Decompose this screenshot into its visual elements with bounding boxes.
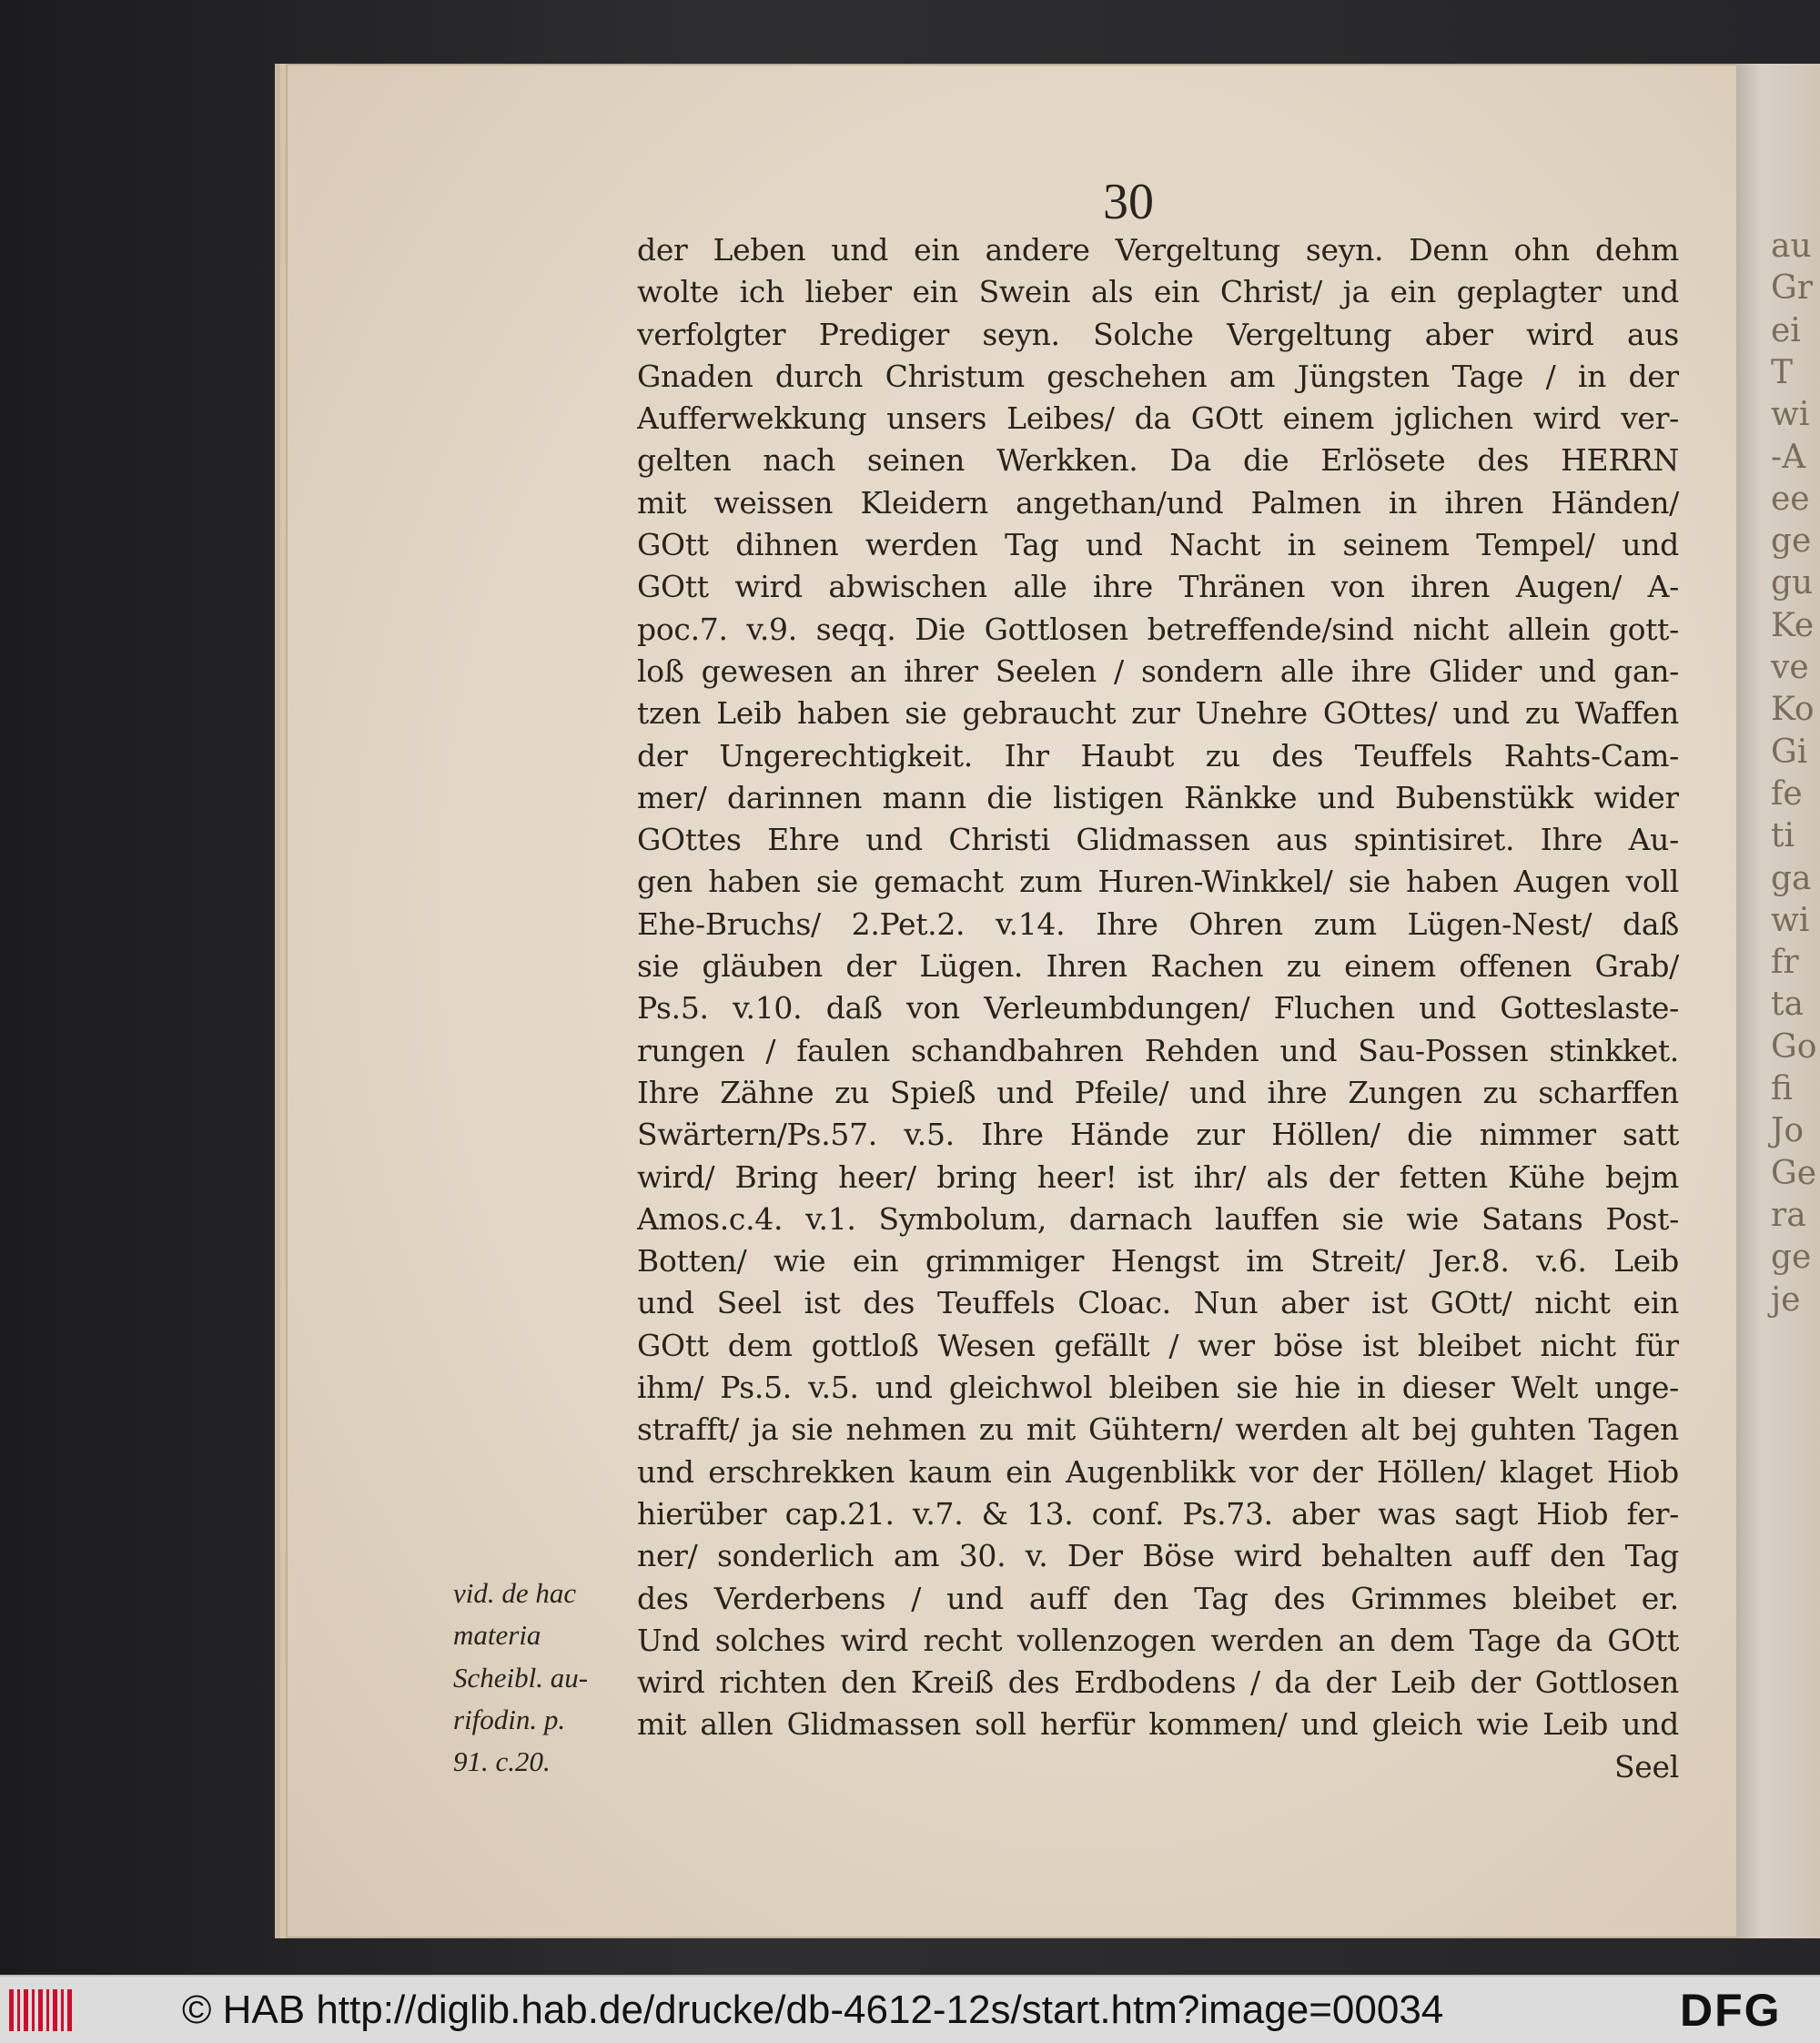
text-line: rungen / faulen schandbahren Rehden und Sau-Possen stinkket. <box>637 1032 1679 1068</box>
adjacent-page-text-fragment: je <box>1771 1280 1801 1319</box>
adjacent-page-text-fragment: ge <box>1771 522 1812 561</box>
adjacent-page-text-fragment: ta <box>1771 986 1804 1024</box>
text-line: und erschrekken kaum ein Augenblikk vor der Höllen/ klaget Hiob <box>637 1453 1679 1490</box>
adjacent-page-text-fragment: ga <box>1771 859 1812 897</box>
adjacent-page-text-fragment: Jo <box>1771 1112 1805 1150</box>
text-line: sie gläuben der Lügen. Ihren Rachen zu einem offenen Grab/ <box>637 948 1679 985</box>
adjacent-page-text-fragment: fe <box>1771 774 1803 813</box>
adjacent-page-text-fragment: gu <box>1771 564 1814 602</box>
text-line: ihm/ Ps.5. v.5. und gleichwol bleiben sie hie in dieser Welt unge- <box>637 1370 1679 1406</box>
text-line: Seel <box>1613 1748 1679 1785</box>
text-line: Swärtern/Ps.57. v.5. Ihre Hände zur Höllen/ die nimmer satt <box>637 1117 1679 1153</box>
text-line: gen haben sie gemacht zum Huren-Winkkel/ sie haben Augen voll <box>637 864 1679 900</box>
text-line: des Verderbens / und auff den Tag des Grimmes bleibet er. <box>637 1580 1679 1616</box>
adjacent-page-text-fragment: Ko <box>1771 691 1815 729</box>
text-line: mer/ darinnen mann die listigen Ränkke und Bubenstükk wider <box>637 779 1679 815</box>
adjacent-page-text-fragment: Gi <box>1771 733 1808 771</box>
adjacent-page-text-fragment: ei <box>1771 311 1801 349</box>
text-line: Gnaden durch Christum geschehen am Jüngsten Tage / in der <box>637 358 1679 394</box>
adjacent-page-text-fragment: T <box>1771 353 1794 391</box>
text-line: loß gewesen an ihrer Seelen / sondern alle ihre Glider und gan- <box>637 652 1679 689</box>
text-line: wolte ich lieber ein Swein als ein Christ/ ja ein geplagter und <box>637 274 1679 310</box>
text-line: gelten nach seinen Werkken. Da die Erlösete des HERRN <box>637 442 1679 479</box>
marginal-note-line: Scheibl. au- <box>453 1661 589 1694</box>
adjacent-page-text-fragment: ra <box>1771 1196 1806 1234</box>
marginal-note-line: vid. de hac <box>453 1577 577 1609</box>
adjacent-page-text-fragment: Ge <box>1771 1154 1817 1192</box>
adjacent-page-text-fragment: Ke <box>1771 606 1815 644</box>
text-line: tzen Leib haben sie gebraucht zur Unehre GOttes/ und zu Waffen <box>637 695 1679 732</box>
text-line: GOtt wird abwischen alle ihre Thränen von ihren Augen/ A- <box>637 569 1679 605</box>
adjacent-page-text-fragment: Gr <box>1771 269 1813 308</box>
text-line: der Ungerechtigkeit. Ihr Haubt zu des Teuffels Rahts-Cam- <box>637 737 1679 774</box>
adjacent-page-text-fragment: ge <box>1771 1239 1812 1277</box>
text-line: hierüber cap.21. v.7. & 13. conf. Ps.73. aber was sagt Hiob fer- <box>637 1495 1679 1532</box>
text-line: wird richten den Kreiß des Erdbodens / da der Leib der Gottlosen <box>637 1664 1679 1701</box>
text-line: Botten/ wie ein grimmiger Hengst im Streit/ Jer.8. v.6. Leib <box>637 1243 1679 1279</box>
text-line: Aufferwekkung unsers Leibes/ da GOtt einem jglichen wird ver- <box>637 400 1679 437</box>
text-line: Und solches wird recht vollenzogen werden an dem Tage da GOtt <box>637 1622 1679 1658</box>
adjacent-page-text-fragment: fr <box>1771 944 1799 982</box>
adjacent-page-text-fragment: fi <box>1771 1070 1794 1107</box>
text-line: der Leben und ein andere Vergeltung seyn. Denn ohn dehm <box>637 232 1679 268</box>
text-line: Ps.5. v.10. daß von Verleumbdungen/ Fluchen und Gotteslaste- <box>637 990 1679 1027</box>
adjacent-page-text-fragment: wi <box>1771 901 1810 939</box>
adjacent-page-text-fragment: -A <box>1771 438 1806 476</box>
text-line: GOtt dem gottloß Wesen gefällt / wer böse ist bleibet nicht für <box>637 1327 1679 1363</box>
text-line: GOtt dihnen werden Tag und Nacht in seinem Tempel/ und <box>637 527 1679 563</box>
text-line: mit weissen Kleidern angethan/und Palmen in ihren Händen/ <box>637 484 1679 521</box>
adjacent-page-text-fragment: au <box>1771 228 1812 265</box>
adjacent-page-text-fragment: ti <box>1771 817 1795 855</box>
hab-barcode-logo-icon <box>9 1989 75 2031</box>
main-text-block <box>637 229 1679 1788</box>
adjacent-page-text-fragment: ve <box>1771 649 1809 686</box>
marginal-note <box>453 1573 622 1783</box>
marginal-note-line: rifodin. p. <box>453 1703 566 1735</box>
marginal-note-line: 91. c.20. <box>453 1745 551 1778</box>
footer-bar <box>0 1975 1820 2043</box>
text-line: Amos.c.4. v.1. Symbolum, darnach lauffen sie wie Satans Post- <box>637 1200 1679 1237</box>
text-line: wird/ Bring heer/ bring heer! ist ihr/ als der fetten Kühe bejm <box>637 1158 1679 1195</box>
page-number: 30 <box>1103 174 1154 230</box>
text-line: mit allen Glidmassen soll herfür kommen/ und gleich wie Leib und <box>637 1706 1679 1743</box>
text-line: ner/ sonderlich am 30. v. Der Böse wird behalten auff den Tag <box>637 1538 1679 1574</box>
adjacent-page-text-fragment: ee <box>1771 480 1810 518</box>
text-line: verfolgter Prediger seyn. Solche Vergeltung aber wird aus <box>637 316 1679 352</box>
adjacent-page-text-fragment: Go <box>1771 1027 1817 1066</box>
text-line: GOttes Ehre und Christi Glidmassen aus spintisiret. Ihre Au- <box>637 822 1679 858</box>
adjacent-page-text-fragment: wi <box>1771 396 1810 434</box>
dfg-logo: DFG <box>1680 1985 1782 2036</box>
adjacent-page-edge <box>1736 64 1820 1938</box>
text-line: Ihre Zähne zu Spieß und Pfeile/ und ihre Zungen zu scharffen <box>637 1074 1679 1110</box>
footer-copyright-link[interactable]: © HAB http://diglib.hab.de/drucke/db-4612-12s/start.htm?image=00034 <box>182 1987 1444 2032</box>
text-line: poc.7. v.9. seqq. Die Gottlosen betreffende/sind nicht allein gott- <box>637 611 1679 647</box>
text-line: Ehe-Bruchs/ 2.Pet.2. v.14. Ihre Ohren zum Lügen-Nest/ daß <box>637 905 1679 942</box>
text-line: und Seel ist des Teuffels Cloac. Nun aber ist GOtt/ nicht ein <box>637 1285 1679 1321</box>
marginal-note-line: materia <box>453 1619 541 1652</box>
text-line: strafft/ ja sie nehmen zu mit Gühtern/ werden alt bej guhten Tagen <box>637 1411 1679 1448</box>
